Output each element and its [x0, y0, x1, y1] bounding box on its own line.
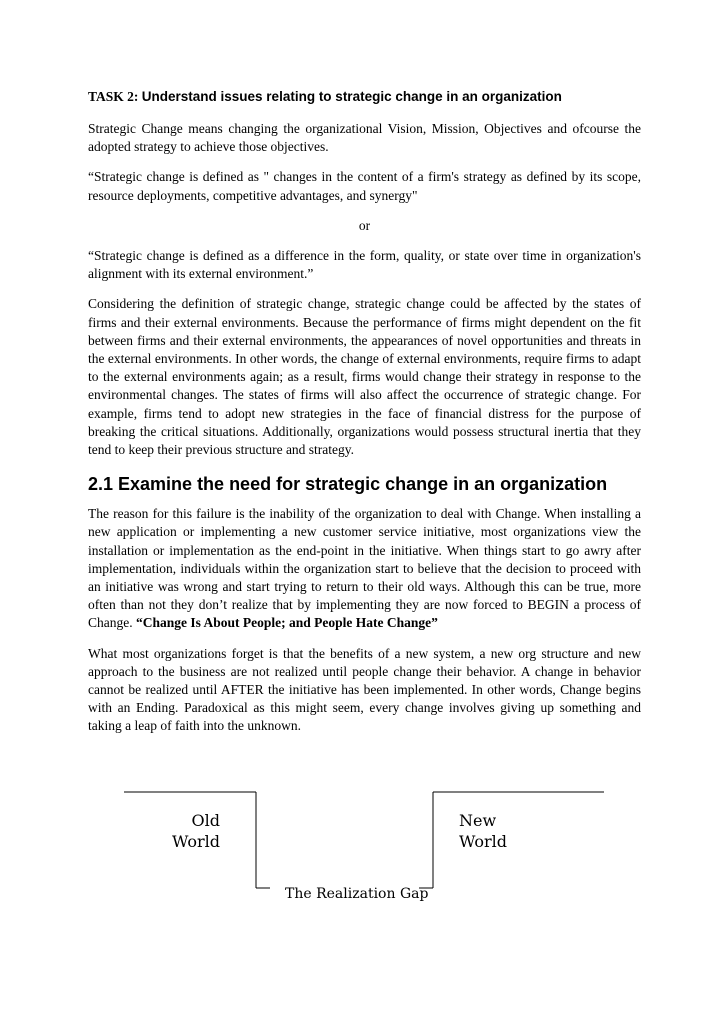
task-title — [88, 88, 641, 106]
new-world-line-2: World — [459, 832, 507, 851]
intro-paragraph-1: Strategic Change means changing the organizational Vision, Mission, Objectives and ofcourse the adopted strategy to achieve those objectives. — [88, 121, 641, 155]
section-paragraph-1 — [88, 505, 641, 632]
realization-gap-label: The Realization Gap — [285, 886, 429, 902]
old-world-line-1: Old — [191, 811, 220, 830]
definition-quote-1: “Strategic change is defined as " changes in the content of a firm's strategy as defined by its scope, resource deployments, competitive advantages, and synergy" — [88, 169, 641, 203]
task-heading: Understand issues relating to strategic change in an organization — [141, 89, 562, 104]
new-world-label — [459, 810, 507, 852]
or-separator: or — [358, 217, 371, 233]
intro-paragraph-2: Considering the definition of strategic change, strategic change could be affected by the states of firms and their external environments. Because the performance of firms might dependent on the fit between firms and their external environments, the appearances of novel opportunities and threats in the external environments. In other words, the change of external environments, require firms to adapt to the external environments again; as a result, firms would change their strategy in response to the environmental changes. The states of firms will also affect the occurrence of strategic change. For example, firms tend to adopt new strategies in the face of financial distress for the purpose of breaking the critical situations. Additionally, organizations would possess structural inertia that they tend to keep their previous structure and strategy. — [88, 296, 641, 458]
old-world-label — [172, 810, 220, 852]
old-world-line-2: World — [172, 832, 220, 851]
section-paragraph-1-bold: “Change Is About People; and People Hate Change” — [136, 615, 438, 631]
definition-quote-2: “Strategic change is defined as a difference in the form, quality, or state over time in organization's alignment with its external environment.” — [88, 248, 641, 282]
document-page — [88, 88, 641, 748]
new-world-line-1: New — [459, 811, 497, 830]
section-paragraph-2: What most organizations forget is that the benefits of a new system, a new org structure and new approach to the business are not realized until people change their behavior. A change in behavior cannot be realized until AFTER the initiative has been implemented. In other words, Change begins with an Ending. Paradoxical as this might seem, every change involves giving up something and taking a leap of faith into the unknown. — [88, 645, 641, 734]
section-heading: 2.1 Examine the need for strategic change in an organization — [88, 474, 608, 495]
section-paragraph-1-text: The reason for this failure is the inability of the organization to deal with Change. When installing a new application or implementing a new customer service initiative, most organizations view the installation or implementation as the end-point in the initiative. When things start to go awry after implementation, individuals within the organization start to believe that the decision to proceed with an initiative was wrong and start trying to return to their old ways. Although this can be true, more often than not they don’t realize that by implementing they are now forced to BEGIN a process of Change. — [88, 506, 641, 631]
task-prefix: TASK 2: — [88, 89, 139, 104]
